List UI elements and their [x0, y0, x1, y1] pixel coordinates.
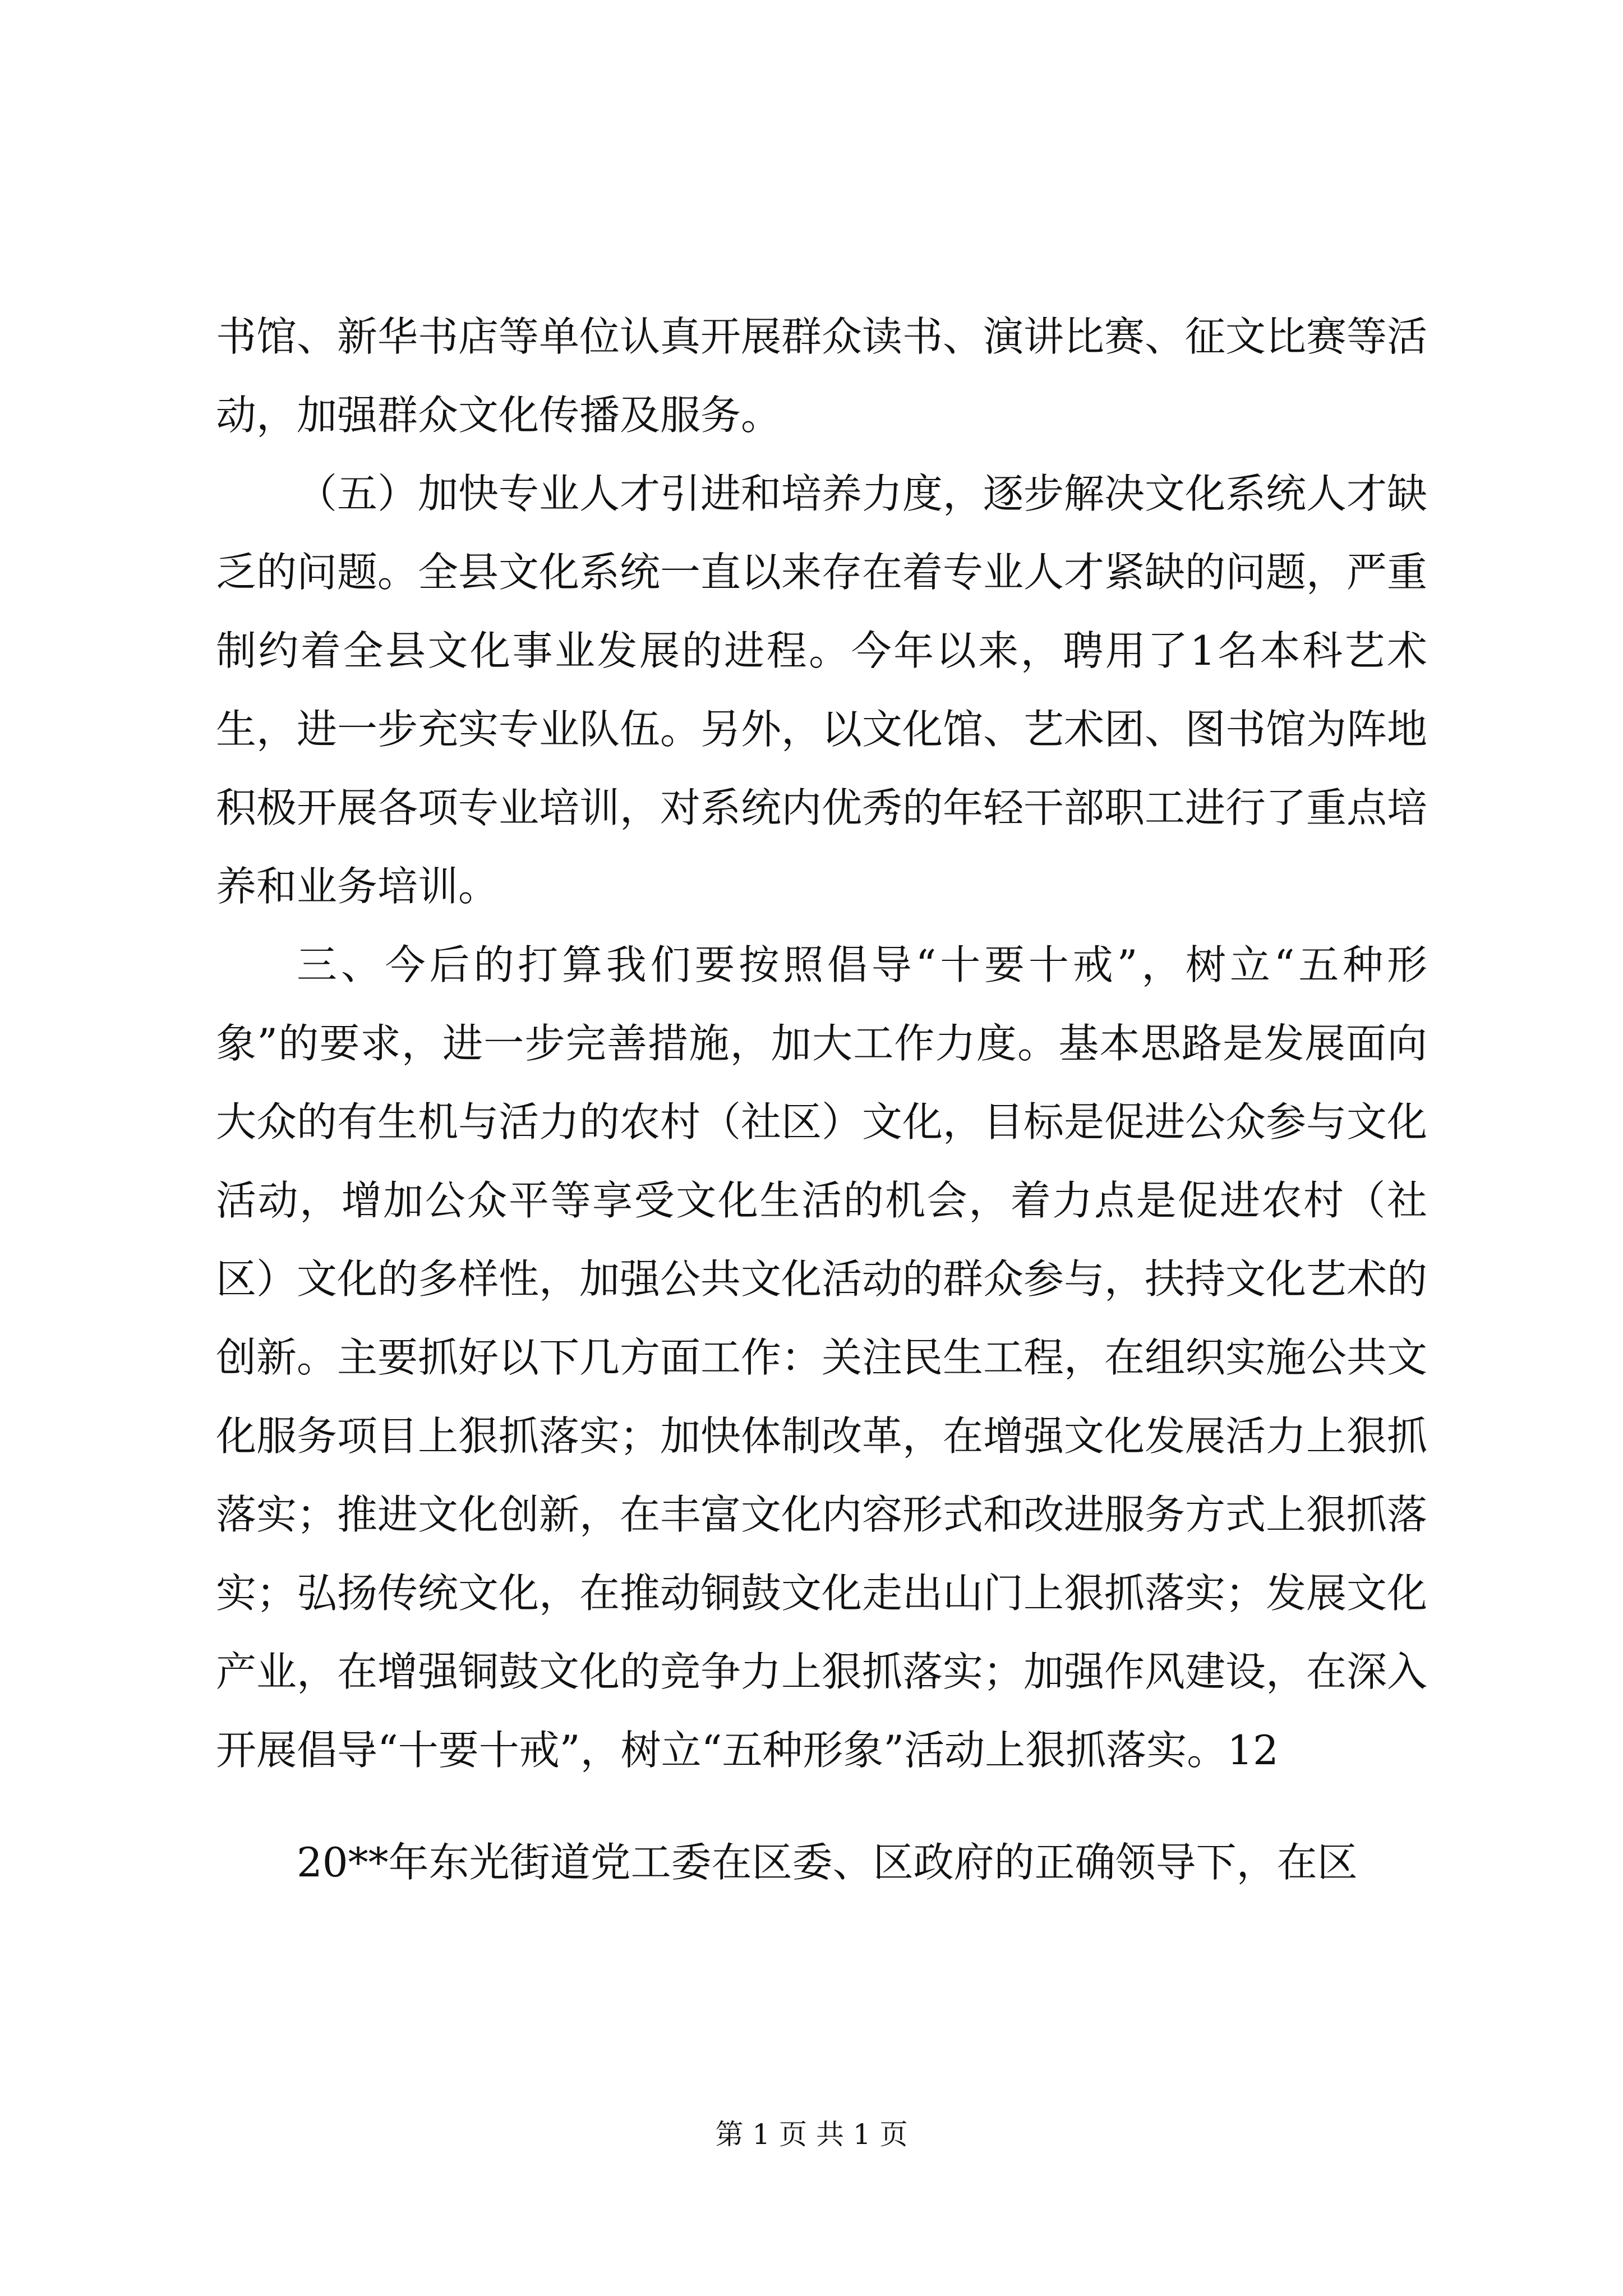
- paragraph-talent-training: （五）加快专业人才引进和培养力度，逐步解决文化系统人才缺乏的问题。全县文化系统一直以来存在着专业人才紧缺的问题，严重制约着全县文化事业发展的进程。今年以来，聘用了1名本科艺术生，进一步充实专业队伍。另外，以文化馆、艺术团、图书馆为阵地积极开展各项专业培训，对系统内优秀的年轻干部职工进行了重点培养和业务培训。: [216, 470, 1428, 910]
- page-footer: 第 1 页 共 1 页: [715, 2118, 908, 2151]
- paragraph-dongguang-intro: 20**年东光街道党工委在区委、区政府的正确领导下，在区: [297, 1839, 1358, 1886]
- paragraph-continuation: 书馆、新华书店等单位认真开展群众读书、演讲比赛、征文比赛等活动，加强群众文化传播及服务。: [216, 313, 1428, 439]
- paragraph-future-plans: 三、今后的打算我们要按照倡导“十要十戒”，树立“五种形象”的要求，进一步完善措施，加大工作力度。基本思路是发展面向大众的有生机与活力的农村（社区）文化，目标是促进公众参与文化活动，增加公众平等享受文化生活的机会，着力点是促进农村（社区）文化的多样性，加强公共文化活动的群众参与，扶持文化艺术的创新。主要抓好以下几方面工作：关注民生工程，在组织实施公共文化服务项目上狠抓落实；加快体制改革，在增强文化发展活力上狠抓落实；推进文化创新，在丰富文化内容形式和改进服务方式上狠抓落实；弘扬传统文化，在推动铜鼓文化走出山门上狠抓落实；发展文化产业，在增强铜鼓文化的竞争力上狠抓落实；加强作风建设，在深入开展倡导“十要十戒”，树立“五种形象”活动上狠抓落实。12: [216, 941, 1428, 1774]
- document-body: [216, 297, 1427, 1902]
